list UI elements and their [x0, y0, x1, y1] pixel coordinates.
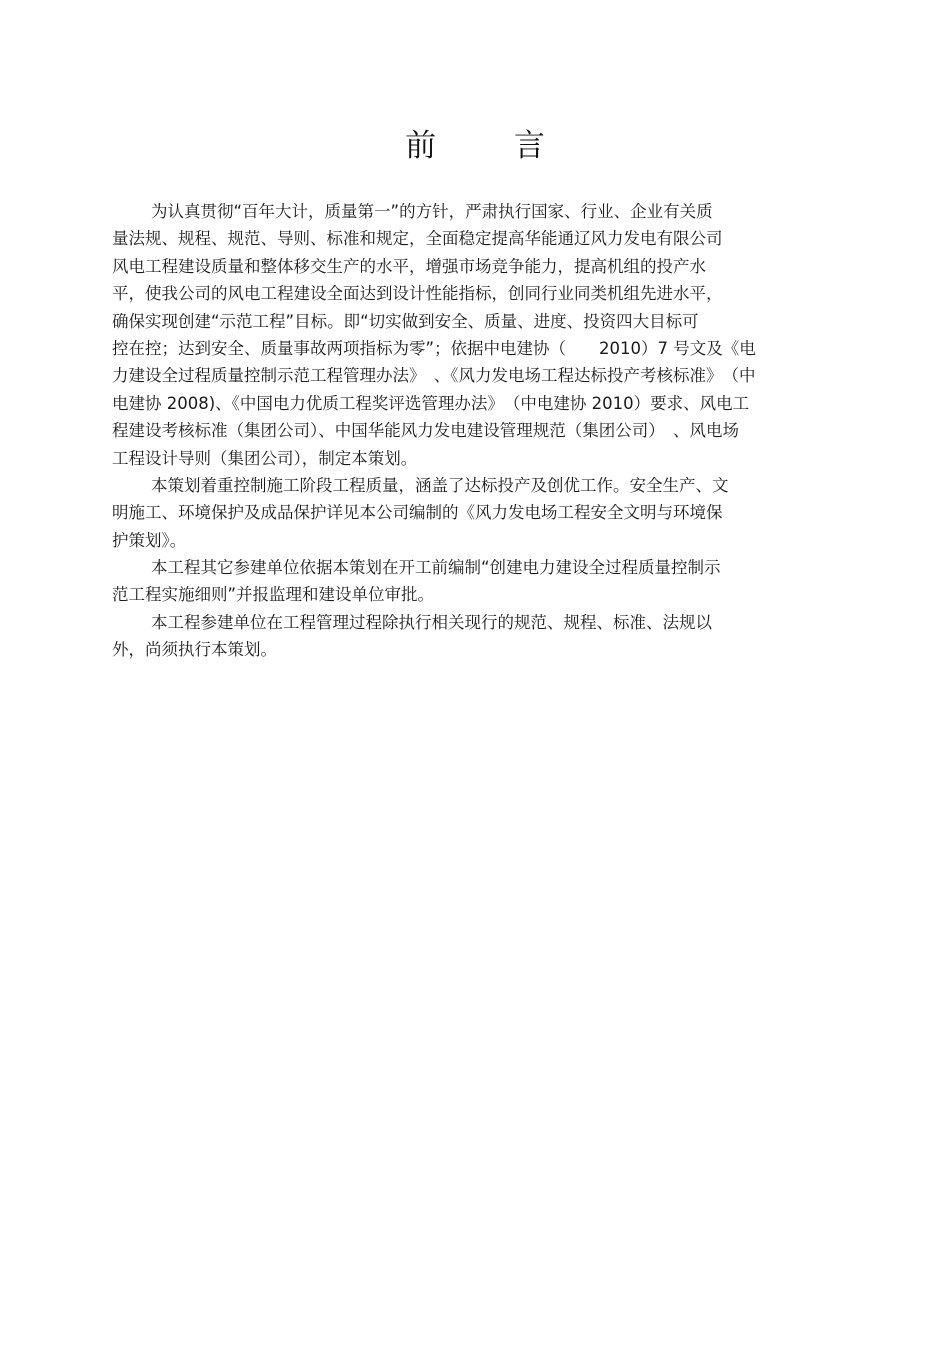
text-line: 范工程实施细则”并报监理和建设单位审批。: [112, 585, 435, 605]
text-line: 本策划着重控制施工阶段工程质量，涵盖了达标投产及创优工作。安全生产、文: [151, 475, 729, 495]
text-line: 力建设全过程质量控制示范工程管理办法》 、《风力发电场工程达标投产考核标准》 （中: [112, 366, 756, 386]
text-line: 程建设考核标准（集团公司）、中国华能风力发电建设管理规范（集团公司） 、风电场: [112, 421, 739, 441]
text-line: 量法规、规程、规范、导则、标准和规定，全面稳定提高华能通辽风力发电有限公司: [112, 229, 723, 249]
text-line: 控在控；达到安全、质量事故两项指标为零”；依据中电建协（ 2010）7 号文及《电: [112, 338, 756, 358]
text-line: 本工程参建单位在工程管理过程除执行相关现行的规范、规程、标准、法规以: [151, 612, 712, 632]
text-line: 平，使我公司的风电工程建设全面达到设计性能指标，创同行业同类机组先进水平，: [112, 284, 723, 304]
text-line: 护策划》。: [112, 530, 187, 550]
document-body: [112, 198, 832, 664]
text-line: 确保实现创建“示范工程”目标。即“切实做到安全、质量、进度、投资四大目标可: [112, 311, 699, 331]
text-line: 外，尚须执行本策划。: [112, 640, 277, 660]
text-line: 本工程其它参建单位依据本策划在开工前编制“创建电力建设全过程质量控制示: [151, 558, 721, 578]
text-line: 为认真贯彻“百年大计，质量第一”的方针，严肃执行国家、行业、企业有关质: [151, 202, 713, 221]
text-line: 电建协 2008)、《中国电力优质工程奖评选管理办法》 （中电建协 2010）要求、风电工: [112, 393, 750, 413]
text-line: 工程设计导则（集团公司），制定本策划。: [112, 448, 418, 468]
paragraph-4: [112, 609, 832, 664]
paragraph-3: [112, 554, 832, 609]
paragraph-2: [112, 472, 832, 554]
text-line: 明施工、环境保护及成品保护详见本公司编制的《风力发电场工程安全文明与环境保: [112, 503, 723, 523]
text-line: 风电工程建设质量和整体移交生产的水平，增强市场竞争能力，提高机组的投产水: [112, 256, 706, 276]
page-title: 前 言: [405, 128, 579, 164]
paragraph-1: [112, 198, 832, 472]
